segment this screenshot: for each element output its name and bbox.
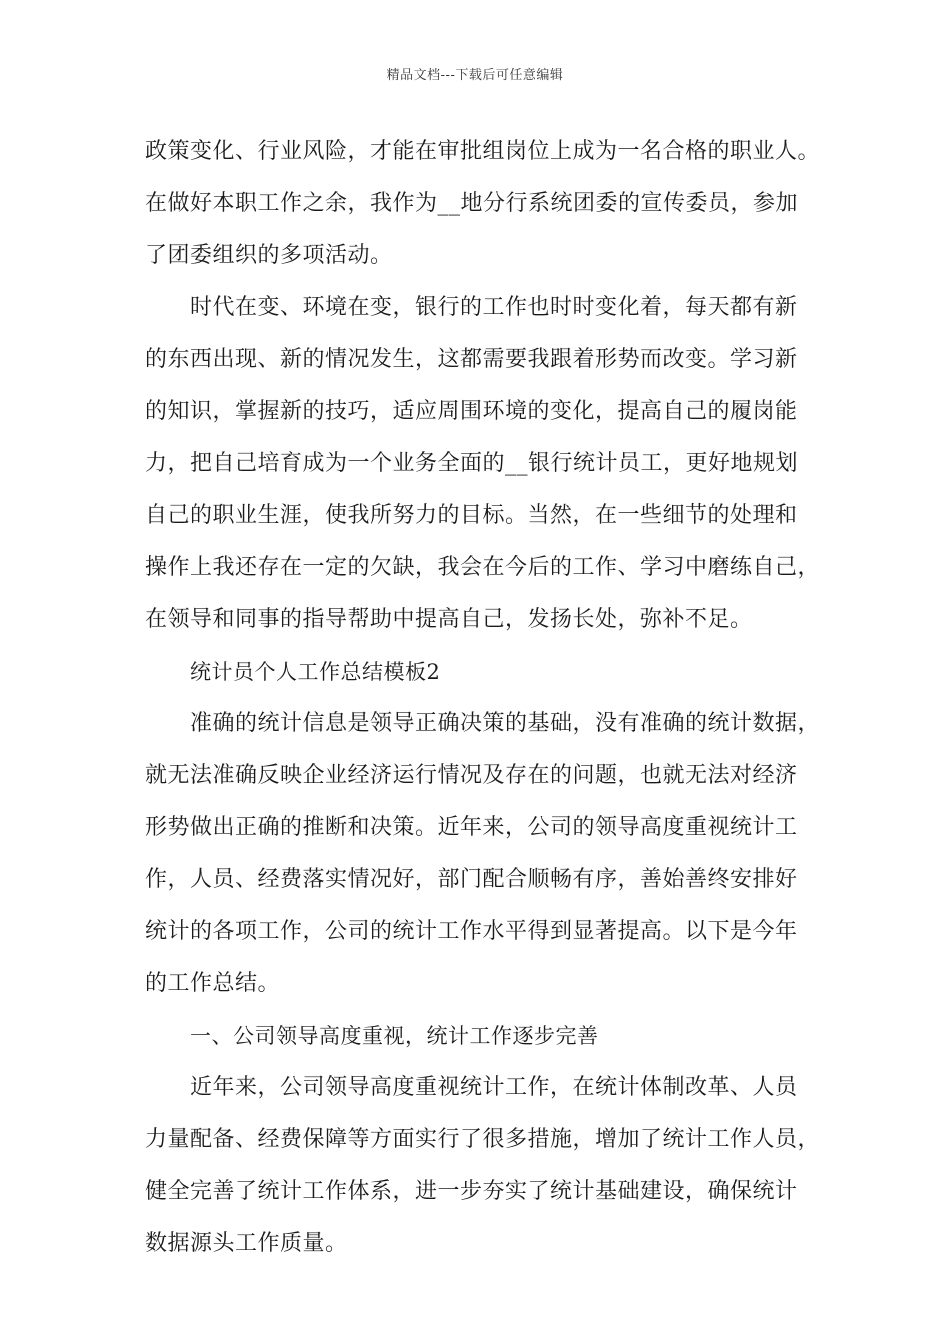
section-title: 统计员个人工作总结模板2 [190,660,441,684]
page-header: 精品文档---下载后可任意编辑 [386,68,564,83]
text-line: 在做好本职工作之余，我作为__地分行系统团委的宣传委员，参加 [145,191,799,216]
text-line: 就无法准确反映企业经济运行情况及存在的问题，也就无法对经济 [145,763,798,788]
document-body [145,126,835,1270]
text-line: 统计的各项工作，公司的统计工作水平得到显著提高。以下是今年 [145,919,798,944]
text-line: 数据源头工作质量。 [145,1231,348,1256]
text-line: 自己的职业生涯，使我所努力的目标。当然，在一些细节的处理和 [145,503,798,528]
text-line: 操作上我还存在一定的欠缺，我会在今后的工作、学习中磨练自己， [145,555,821,580]
text-line: 的东西出现、新的情况发生，这都需要我跟着形势而改变。学习新 [145,347,798,372]
text-line: 作，人员、经费落实情况好，部门配合顺畅有序，善始善终安排好 [145,867,798,892]
text-line: 健全完善了统计工作体系，进一步夯实了统计基础建设，确保统计 [145,1179,798,1204]
text-line: 政策变化、行业风险，才能在审批组岗位上成为一名合格的职业人。 [145,139,821,164]
text-line: 力，把自己培育成为一个业务全面的__银行统计员工，更好地规划 [145,451,799,476]
text-line: 的知识，掌握新的技巧，适应周围环境的变化，提高自己的履岗能 [145,399,798,424]
text-line: 的工作总结。 [145,971,281,996]
text-line: 力量配备、经费保障等方面实行了很多措施，增加了统计工作人员， [145,1127,821,1152]
text-line: 准确的统计信息是领导正确决策的基础，没有准确的统计数据， [190,711,821,736]
text-line: 在领导和同事的指导帮助中提高自己，发扬长处，弥补不足。 [145,607,753,632]
text-line: 形势做出正确的推断和决策。近年来，公司的领导高度重视统计工 [145,815,798,840]
text-line: 近年来，公司领导高度重视统计工作，在统计体制改革、人员 [190,1075,798,1100]
section-heading: 一、公司领导高度重视，统计工作逐步完善 [190,1024,599,1048]
text-line: 了团委组织的多项活动。 [145,243,393,268]
text-line: 时代在变、环境在变，银行的工作也时时变化着，每天都有新 [190,295,798,320]
